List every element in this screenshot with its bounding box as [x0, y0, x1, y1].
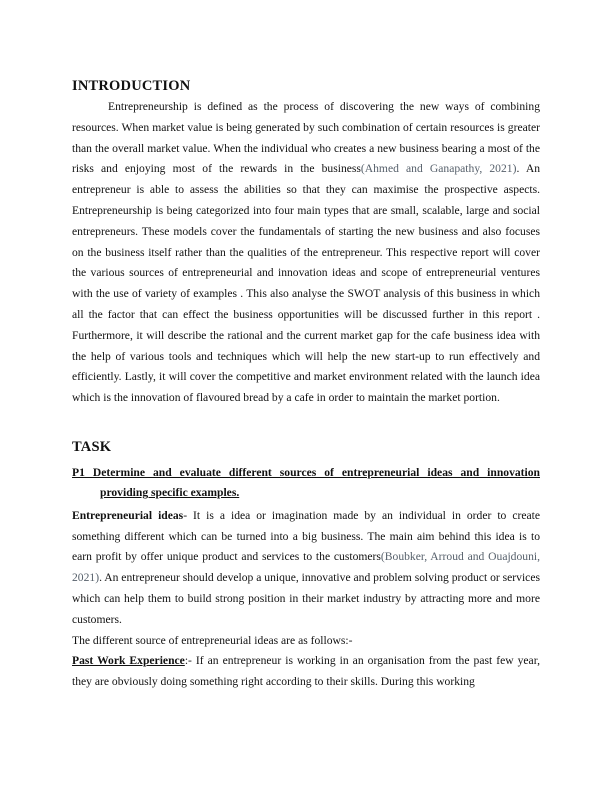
- p1-title: P1 Determine and evaluate different sources of entrepreneurial ideas and innovation providing specific examples.: [72, 465, 540, 500]
- sources-intro: The different source of entrepreneurial ideas are as follows:-: [72, 633, 353, 647]
- entrepreneurial-ideas-text-b: . An entrepreneur should develop a unique, innovative and problem solving product or services which can help them to build strong position in their market industry by attracting more and more customers.: [72, 571, 540, 626]
- entrepreneurial-ideas-paragraph: [72, 506, 540, 631]
- past-work-term: Past Work Experience: [72, 654, 185, 668]
- entrepreneurial-ideas-text-a: - It is a idea or imagination made by an individual in order to create something different which can be turned into a big business. The main aim behind this idea is to earn profit by offer unique product and services to the customers: [72, 508, 540, 564]
- introduction-text-a: Entrepreneurship is defined as the process of discovering the new ways of combining resources. When market value is being generated by such combination of certain resources is greater than the overall market value. When the individual who creates a new business bearing a most of the risks and enjoying most of the rewards in the business: [72, 100, 540, 176]
- introduction-text-b: . An entrepreneur is able to assess the abilities so that they can maximise the prospective aspects. Entrepreneurship is being categorized into four main types that are small, scalable, large and social entrepreneurs. These models cover the fundamentals of starting the new business and also focuses on the business itself rather than the qualities of the entrepreneur. This respective report will cover the various sources of entrepreneurial and innovation ideas and scope of entrepreneurial ventures with the use of variety of examples . This also analyse the SWOT analysis of this business in which all the factor that can effect the business opportunities will be discussed further in this report . Furthermore, it will describe the rational and the current market gap for the cafe business idea with the help of various tools and techniques which will help the new start-up to run effectively and efficiently. Lastly, it will cover the competitive and market environment related with the launch idea which is the innovation of flavoured bread by a cafe in order to maintain the market portion.: [72, 162, 540, 405]
- introduction-citation: (Ahmed and Ganapathy, 2021): [360, 162, 517, 176]
- introduction-heading: INTRODUCTION: [72, 78, 191, 94]
- introduction-paragraph: [72, 97, 540, 409]
- past-work-paragraph: [72, 651, 540, 693]
- document-page: [72, 76, 540, 693]
- past-work-text: :- If an entrepreneur is working in an organisation from the past few year, they are obviously doing something right according to their skills. During this working: [72, 654, 541, 689]
- task-heading: TASK: [72, 438, 112, 455]
- entrepreneurial-ideas-citation: (Boubker, Arroud and Ouajdouni, 2021): [72, 550, 540, 585]
- entrepreneurial-ideas-term: Entrepreneurial ideas: [72, 508, 184, 522]
